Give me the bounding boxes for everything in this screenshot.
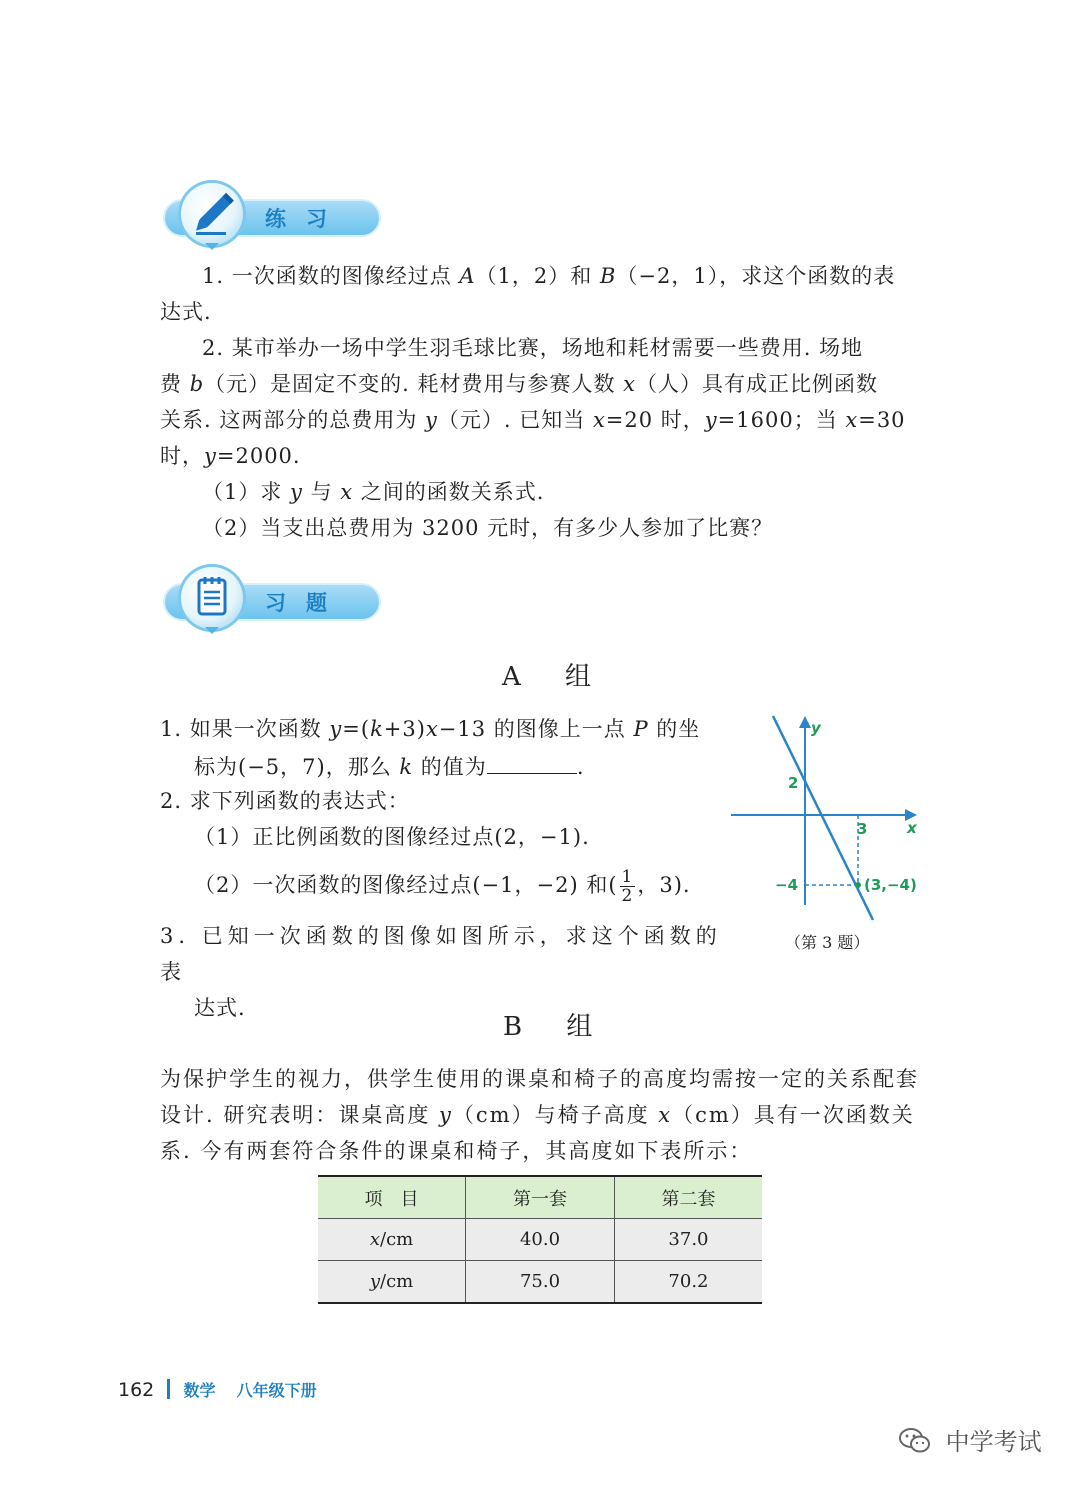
point-marker <box>855 882 861 888</box>
page-footer <box>118 1378 317 1401</box>
linear-function-graph <box>725 710 935 960</box>
footer-book: 八年级下册 <box>236 1381 317 1400</box>
footer-divider <box>167 1379 170 1399</box>
table-cell-label: x/cm <box>318 1219 466 1261</box>
table-cell: 70.2 <box>614 1261 762 1304</box>
pencil-icon <box>181 183 243 245</box>
exercise-a1: 1. 如果一次函数 y=(k+3)x−13 的图像上一点 P 的坐 标为(−5，7)，那么 k 的值为 . <box>160 717 701 779</box>
watermark <box>898 1422 1042 1457</box>
table-row <box>318 1261 762 1304</box>
practice-banner <box>155 183 381 247</box>
height-table <box>318 1175 762 1304</box>
exercise-b-text: 为保护学生的视力，供学生使用的课桌和椅子的高度均需按一定的关系配套 设计. 研究表明：课桌高度 y（cm）与椅子高度 x（cm）具有一次函数关 系. 今有两套符合条件的课桌和椅子，其高度如下表所示： <box>160 1067 919 1163</box>
wechat-icon <box>898 1427 932 1455</box>
banner-circle <box>181 183 243 245</box>
y-axis-arrow <box>799 716 811 728</box>
y-label: y <box>811 719 821 737</box>
graph-caption: （第 3 题） <box>785 933 870 952</box>
banner-circle <box>181 567 243 629</box>
fraction-one-half: $\frac{1}{2}$ <box>621 867 634 906</box>
table-cell: 40.0 <box>466 1219 615 1261</box>
table-header-row <box>318 1176 762 1219</box>
table-row <box>318 1219 762 1261</box>
practice-question-2: 2. 某市举办一场中学生羽毛球比赛，场地和耗材需要一些费用. 场地 费 b（元）是固定不变的. 耗材费用与参赛人数 x（人）具有成正比例函数 关系. 这两部分的总费用为 y（元）. 已知当 x=20 时，y=1600；当 x=30 时，y=2000. （1）求 y 与 x 之间的函数关系式. （2）当支出总费用为 3200 元时，有多少人参加了比赛？ <box>160 336 906 540</box>
answer-blank[interactable] <box>487 747 577 774</box>
group-a-title: A 组 <box>502 662 610 692</box>
table-header: 第一套 <box>466 1176 615 1219</box>
table-header: 第二套 <box>614 1176 762 1219</box>
practice-title: 练习 <box>265 207 347 231</box>
notepad-icon <box>181 567 243 629</box>
table-cell: 37.0 <box>614 1219 762 1261</box>
table-header: 项 目 <box>318 1176 466 1219</box>
exercise-a3: 3. 已知一次函数的图像如图所示，求这个函数的表 达式. <box>160 924 722 1020</box>
banner-pointer <box>205 243 219 250</box>
page-number: 162 <box>118 1379 155 1401</box>
exercise-a2: 2. 求下列函数的表达式： （1）正比例函数的图像经过点(2，−1). （2）一次函数的图像经过点(−1，−2) 和( $\frac{1}{2}$ ，3). <box>160 789 691 906</box>
exercises-title: 习题 <box>265 591 347 615</box>
banner-pointer <box>205 627 219 634</box>
y-intercept-label: 2 <box>788 774 799 792</box>
practice-question-1: 1. 一次函数的图像经过点 A（1，2）和 B（−2，1），求这个函数的表 达式. <box>160 264 896 324</box>
exercises-banner <box>155 567 381 631</box>
y-mark-label: −4 <box>775 876 799 894</box>
watermark-text: 中学考试 <box>945 1428 1042 1456</box>
table-cell-label: y/cm <box>318 1261 466 1304</box>
footer-subject: 数学 <box>183 1381 216 1400</box>
x-label: x <box>907 819 917 837</box>
group-b-title: B 组 <box>503 1012 611 1042</box>
table-cell: 75.0 <box>466 1261 615 1304</box>
point-label: (3,−4) <box>864 876 917 894</box>
x-mark-label: 3 <box>857 820 868 838</box>
